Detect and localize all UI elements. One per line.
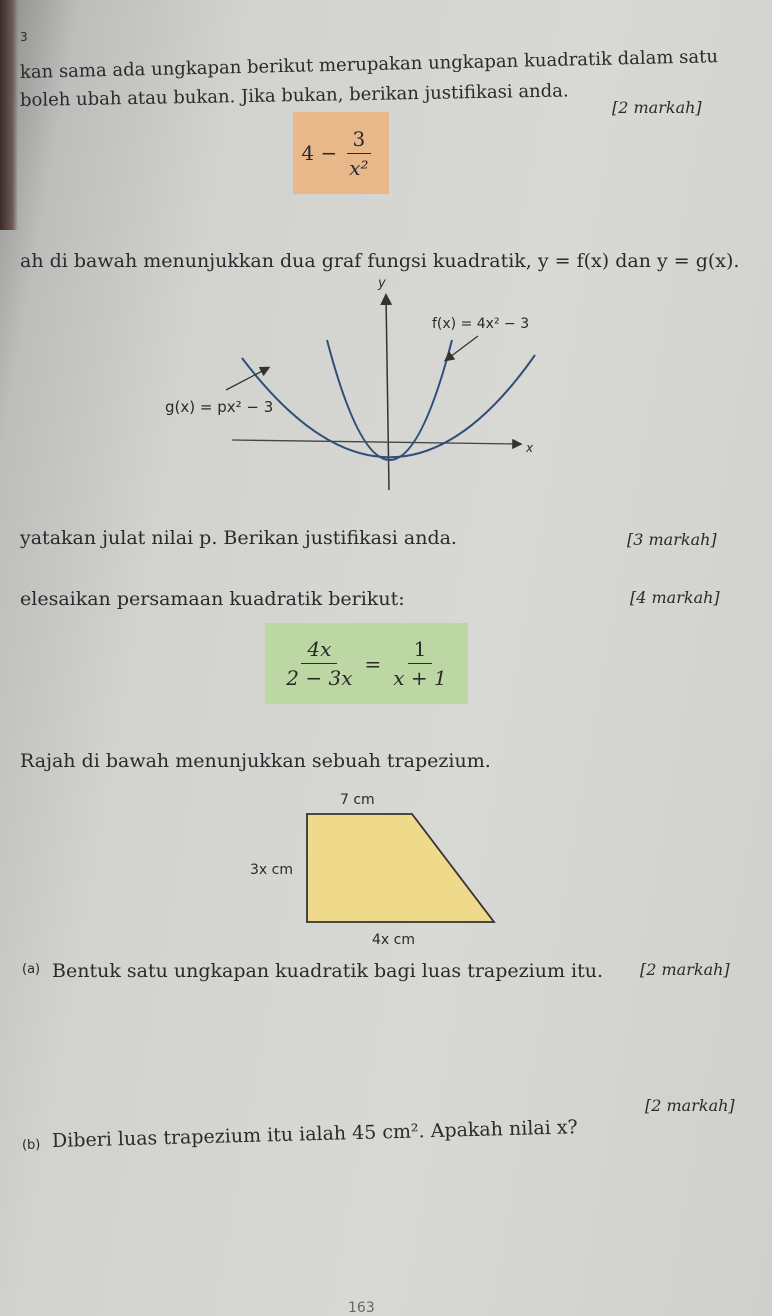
trapezium-side-label: 3x cm <box>250 862 293 878</box>
y-axis-label: y <box>378 276 386 291</box>
q4b-question: Diberi luas trapezium itu ialah 45 cm². Apakah nilai x? <box>51 1116 578 1152</box>
q3-question: elesaikan persamaan kuadratik berikut: <box>20 588 405 610</box>
q4a-label: (a) <box>22 962 41 977</box>
q3-equals: = <box>364 651 382 676</box>
q4b-marks: [2 markah] <box>645 1096 735 1115</box>
q1-marks: [2 markah] <box>612 98 702 117</box>
q4-intro: Rajah di bawah menunjukkan sebuah trapezium. <box>20 750 491 772</box>
q3-lhs-den: 2 − 3x <box>286 666 353 690</box>
x-axis-label: x <box>526 441 534 455</box>
q4b-label: (b) <box>21 1137 41 1153</box>
page-number: 163 <box>348 1300 375 1316</box>
q2-marks: [3 markah] <box>627 530 717 549</box>
q1-expr-num: 3 <box>347 127 372 154</box>
trapezium-bottom-label: 4x cm <box>372 932 415 948</box>
trapezium-shape <box>307 814 494 922</box>
q3-marks: [4 markah] <box>630 588 720 607</box>
q1-expr-lead: 4 − <box>301 141 338 165</box>
q2-intro: ah di bawah menunjukkan dua graf fungsi kuadratik, y = f(x) dan y = g(x). <box>20 250 740 272</box>
q1-line1: kan sama ada ungkapan berikut merupakan ungkapan kuadratik dalam satu <box>19 46 719 83</box>
q1-line2: boleh ubah atau bukan. Jika bukan, berikan justifikasi anda. <box>19 80 569 111</box>
q3-rhs-den: x + 1 <box>393 666 447 690</box>
q1-number: 3 <box>20 30 28 44</box>
f-label: f(x) = 4x² − 3 <box>432 316 530 332</box>
q2-question: yatakan julat nilai p. Berikan justifikasi anda. <box>20 527 457 549</box>
q3-rhs-num: 1 <box>408 637 433 664</box>
q1-expr-den: x² <box>349 155 369 180</box>
trapezium-top-label: 7 cm <box>340 792 375 808</box>
q3-lhs-num: 4x <box>301 637 337 664</box>
q4a-marks: [2 markah] <box>640 960 730 979</box>
q4a-question: Bentuk satu ungkapan kuadratik bagi luas trapezium itu. <box>52 960 604 982</box>
g-label: g(x) = px² − 3 <box>165 398 274 416</box>
